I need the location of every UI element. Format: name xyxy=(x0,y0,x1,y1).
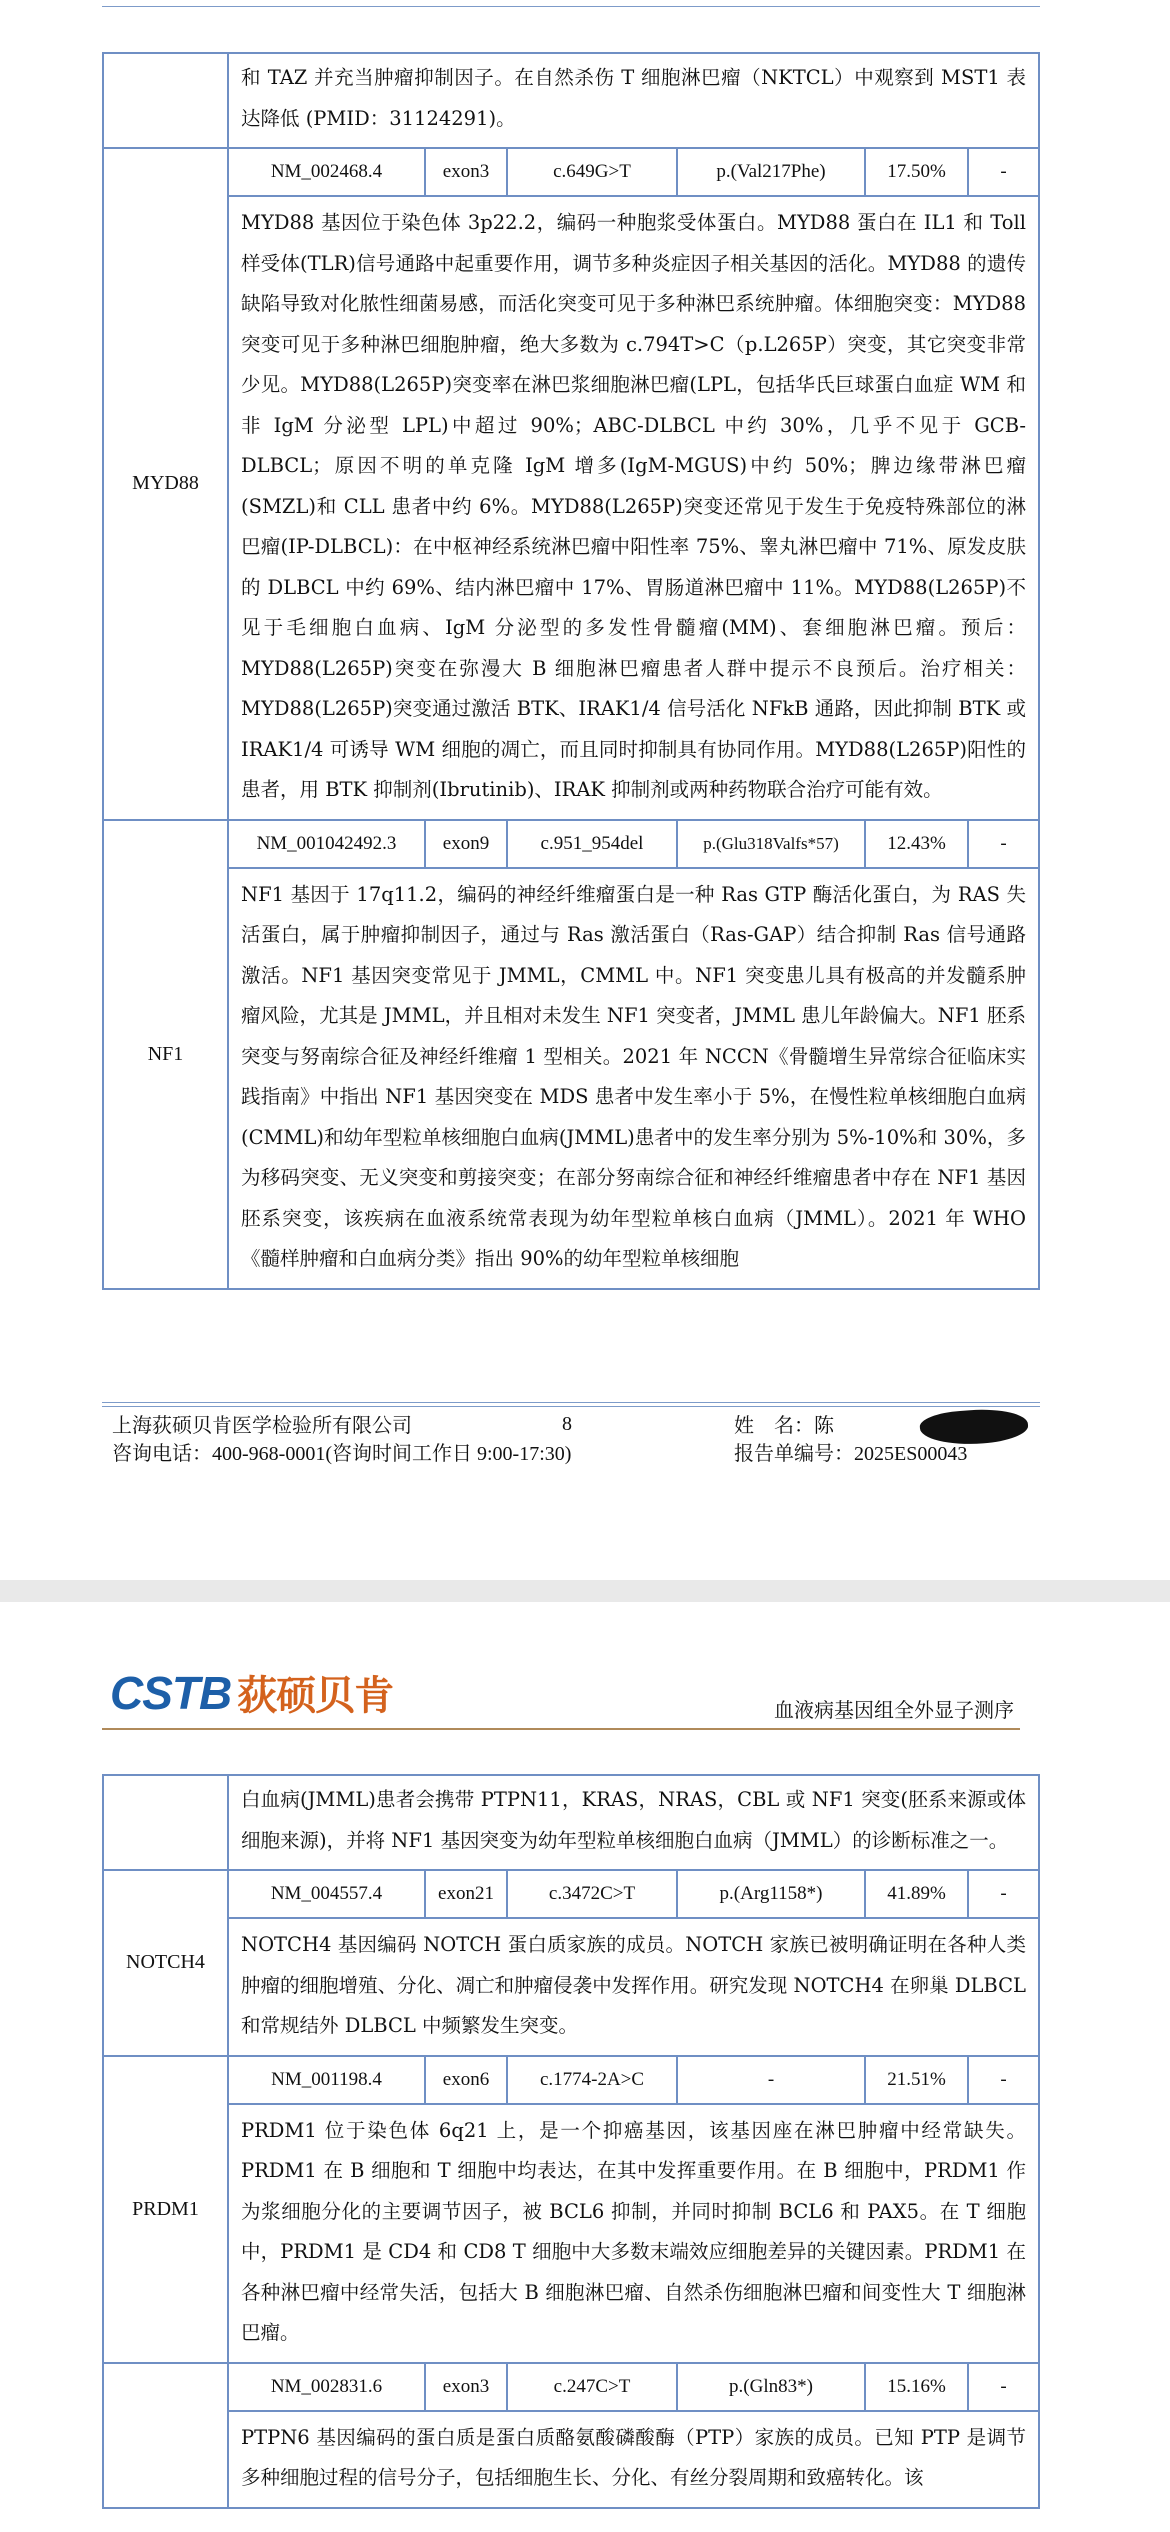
report-page-2 xyxy=(0,1602,1170,2532)
exon-cell: exon9 xyxy=(425,821,507,868)
gene-cell xyxy=(103,2363,228,2508)
logo-latin: CSTB xyxy=(110,1667,232,1719)
cstb-logo xyxy=(110,1667,394,1719)
table-row xyxy=(103,2363,1039,2508)
table-row xyxy=(103,148,1039,820)
variant-row xyxy=(229,1871,1038,1919)
variant-row xyxy=(229,821,1038,869)
protein-cell: p.(Arg1158*) xyxy=(677,1871,865,1918)
table-row xyxy=(103,2056,1039,2363)
cdna-cell: c.1774-2A>C xyxy=(507,2057,677,2104)
frequency-cell: 12.43% xyxy=(865,821,968,868)
extra-cell: - xyxy=(968,2364,1038,2411)
footer-rule xyxy=(102,1402,1040,1403)
contact-phone: 咨询电话：400-968-0001(咨询时间工作日 9:00-17:30) xyxy=(112,1443,572,1465)
table-row xyxy=(103,820,1039,1289)
exon-cell: exon21 xyxy=(425,1871,507,1918)
gene-description: PRDM1 位于染色体 6q21 上，是一个抑癌基因，该基因座在淋巴肿瘤中经常缺失。PRDM1 在 B 细胞和 T 细胞中均表达，在其中发挥重要作用。在 B 细胞中，PRDM1 作为浆细胞分化的主要调节因子，被 BCL6 抑制，并同时抑制 BCL6 和 PAX5。在 T 细胞中，PRDM1 是 CD4 和 CD8 T 细胞中大多数末端效应细胞差异的关键因素。PRDM1 在各种淋巴瘤中经常失活，包括大 B 细胞淋巴瘤、自然杀伤细胞淋巴瘤和间变性大 T 细胞淋巴瘤。 xyxy=(241,2118,1026,2344)
gene-cell: PRDM1 xyxy=(103,2056,228,2363)
gene-description: PTPN6 基因编码的蛋白质是蛋白质酪氨酸磷酸酶（PTP）家族的成员。已知 PTP 是调节多种细胞过程的信号分子，包括细胞生长、分化、有丝分裂周期和致癌转化。该 xyxy=(241,2425,1026,2489)
protein-cell: p.(Glu318Valfs*57) xyxy=(677,821,865,868)
cdna-cell: c.951_954del xyxy=(507,821,677,868)
protein-cell: - xyxy=(677,2057,865,2104)
frequency-cell: 15.16% xyxy=(865,2364,968,2411)
gene-description: MYD88 基因位于染色体 3p22.2，编码一种胞浆受体蛋白。MYD88 蛋白在 IL1 和 Toll 样受体(TLR)信号通路中起重要作用，调节多种炎症因子相关基因的活化。MYD88 的遗传缺陷导致对化脓性细菌易感，而活化突变可见于多种淋巴系统肿瘤。体细胞突变：MYD88 突变可见于多种淋巴细胞肿瘤，绝大多数为 c.794T>C（p.L265P）突变，其它突变非常少见。MYD88(L265P)突变率在淋巴浆细胞淋巴瘤(LPL，包括华氏巨球蛋白血症 WM 和非 IgM 分泌型 LPL)中超过 90%；ABC-DLBCL 中约 30%，几乎不见于 GCB-DLBCL；原因不明的单克隆 IgM 增多(IgM-MGUS)中约 50%；脾边缘带淋巴瘤(SMZL)和 CLL 患者中约 6%。MYD88(L265P)突变还常见于发生于免疫特殊部位的淋巴瘤(IP-DLBCL)：在中枢神经系统淋巴瘤中阳性率 75%、睾丸淋巴瘤中 71%、原发皮肤的 DLBCL 中约 69%、结内淋巴瘤中 17%、胃肠道淋巴瘤中 11%。MYD88(L265P)不见于毛细胞白血病、IgM 分泌型的多发性骨髓瘤(MM)、套细胞淋巴瘤。预后：MYD88(L265P)突变在弥漫大 B 细胞淋巴瘤患者人群中提示不良预后。治疗相关：MYD88(L265P)突变通过激活 BTK、IRAK1/4 信号活化 NFkB 通路，因此抑制 BTK 或 IRAK1/4 可诱导 WM 细胞的凋亡，而且同时抑制具有协同作用。MYD88(L265P)阳性的患者，用 BTK 抑制剂(Ibrutinib)、IRAK 抑制剂或两种药物联合治疗可能有效。 xyxy=(241,211,1026,801)
gene-description: NOTCH4 基因编码 NOTCH 蛋白质家族的成员。NOTCH 家族已被明确证明在各种人类肿瘤的细胞增殖、分化、凋亡和肿瘤侵袭中发挥作用。研究发现 NOTCH4 在卵巢 DLBCL 和常规结外 DLBCL 中频繁发生突变。 xyxy=(241,1933,1026,2037)
variant-row xyxy=(229,149,1038,197)
extra-cell: - xyxy=(968,1871,1038,1918)
transcript-cell: NM_004557.4 xyxy=(229,1871,425,1918)
extra-cell: - xyxy=(968,2057,1038,2104)
table-row xyxy=(103,1870,1039,2056)
frequency-cell: 41.89% xyxy=(865,1871,968,1918)
cdna-cell: c.649G>T xyxy=(507,149,677,196)
gene-cell xyxy=(103,1775,228,1870)
protein-cell: p.(Val217Phe) xyxy=(677,149,865,196)
report-number: 报告单编号：2025ES00043 xyxy=(734,1443,968,1465)
transcript-cell: NM_001198.4 xyxy=(229,2057,425,2104)
gene-description: 和 TAZ 并充当肿瘤抑制因子。在自然杀伤 T 细胞淋巴瘤（NKTCL）中观察到 MST1 表达降低 (PMID：31124291)。 xyxy=(241,66,1026,130)
variant-row xyxy=(229,2364,1038,2412)
page-number: 8 xyxy=(562,1413,572,1435)
protein-cell: p.(Gln83*) xyxy=(677,2364,865,2411)
variant-row xyxy=(229,2057,1038,2105)
gene-cell: NOTCH4 xyxy=(103,1870,228,2056)
logo-chinese: 荻硕贝肯 xyxy=(237,1674,394,1718)
header-rule xyxy=(102,1728,1020,1730)
transcript-cell: NM_002831.6 xyxy=(229,2364,425,2411)
gene-table-page1 xyxy=(102,52,1040,1290)
extra-cell: - xyxy=(968,821,1038,868)
gene-cell: NF1 xyxy=(103,820,228,1289)
gene-description: NF1 基因于 17q11.2，编码的神经纤维瘤蛋白是一种 Ras GTP 酶活化蛋白，为 RAS 失活蛋白，属于肿瘤抑制因子，通过与 Ras 激活蛋白（Ras-GAP）结合抑制 Ras 信号通路激活。NF1 基因突变常见于 JMML，CMML 中。NF1 突变患儿具有极高的并发髓系肿瘤风险，尤其是 JMML，并且相对未发生 NF1 突变者，JMML 患儿年龄偏大。NF1 胚系突变与努南综合征及神经纤维瘤 1 型相关。2021 年 NCCN《骨髓增生异常综合征临床实践指南》中指出 NF1 基因突变在 MDS 患者中发生率小于 5%，在慢性粒单核细胞白血病(CMML)和幼年型粒单核细胞白血病(JMML)患者中的发生率分别为 5%-10%和 30%，多为移码突变、无义突变和剪接突变；在部分努南综合征和神经纤维瘤患者中存在 NF1 基因胚系突变，该疾病在血液系统常表现为幼年型粒单核白血病（JMML）。2021 年 WHO《髓样肿瘤和白血病分类》指出 90%的幼年型粒单核细胞 xyxy=(241,882,1026,1270)
page-top-rule xyxy=(102,6,1040,7)
exon-cell: exon3 xyxy=(425,149,507,196)
table-row xyxy=(103,53,1039,148)
gene-description: 白血病(JMML)患者会携带 PTPN11，KRAS，NRAS，CBL 或 NF1 突变(胚系来源或体细胞来源)，并将 NF1 基因突变为幼年型粒单核细胞白血病（JMML）的诊断标准之一。 xyxy=(241,1788,1026,1852)
exon-cell: exon6 xyxy=(425,2057,507,2104)
transcript-cell: NM_001042492.3 xyxy=(229,821,425,868)
report-title: 血液病基因组全外显子测序 xyxy=(774,1698,1014,1722)
gene-table-page2 xyxy=(102,1774,1040,2509)
footer-rule xyxy=(102,1406,1040,1407)
transcript-cell: NM_002468.4 xyxy=(229,149,425,196)
patient-name: 姓 名：陈 xyxy=(734,1415,834,1437)
cdna-cell: c.247C>T xyxy=(507,2364,677,2411)
frequency-cell: 17.50% xyxy=(865,149,968,196)
company-name: 上海荻硕贝肯医学检验所有限公司 xyxy=(112,1415,412,1437)
table-row xyxy=(103,1775,1039,1870)
cdna-cell: c.3472C>T xyxy=(507,1871,677,1918)
gene-cell: MYD88 xyxy=(103,148,228,820)
frequency-cell: 21.51% xyxy=(865,2057,968,2104)
extra-cell: - xyxy=(968,149,1038,196)
gene-cell xyxy=(103,53,228,148)
exon-cell: exon3 xyxy=(425,2364,507,2411)
